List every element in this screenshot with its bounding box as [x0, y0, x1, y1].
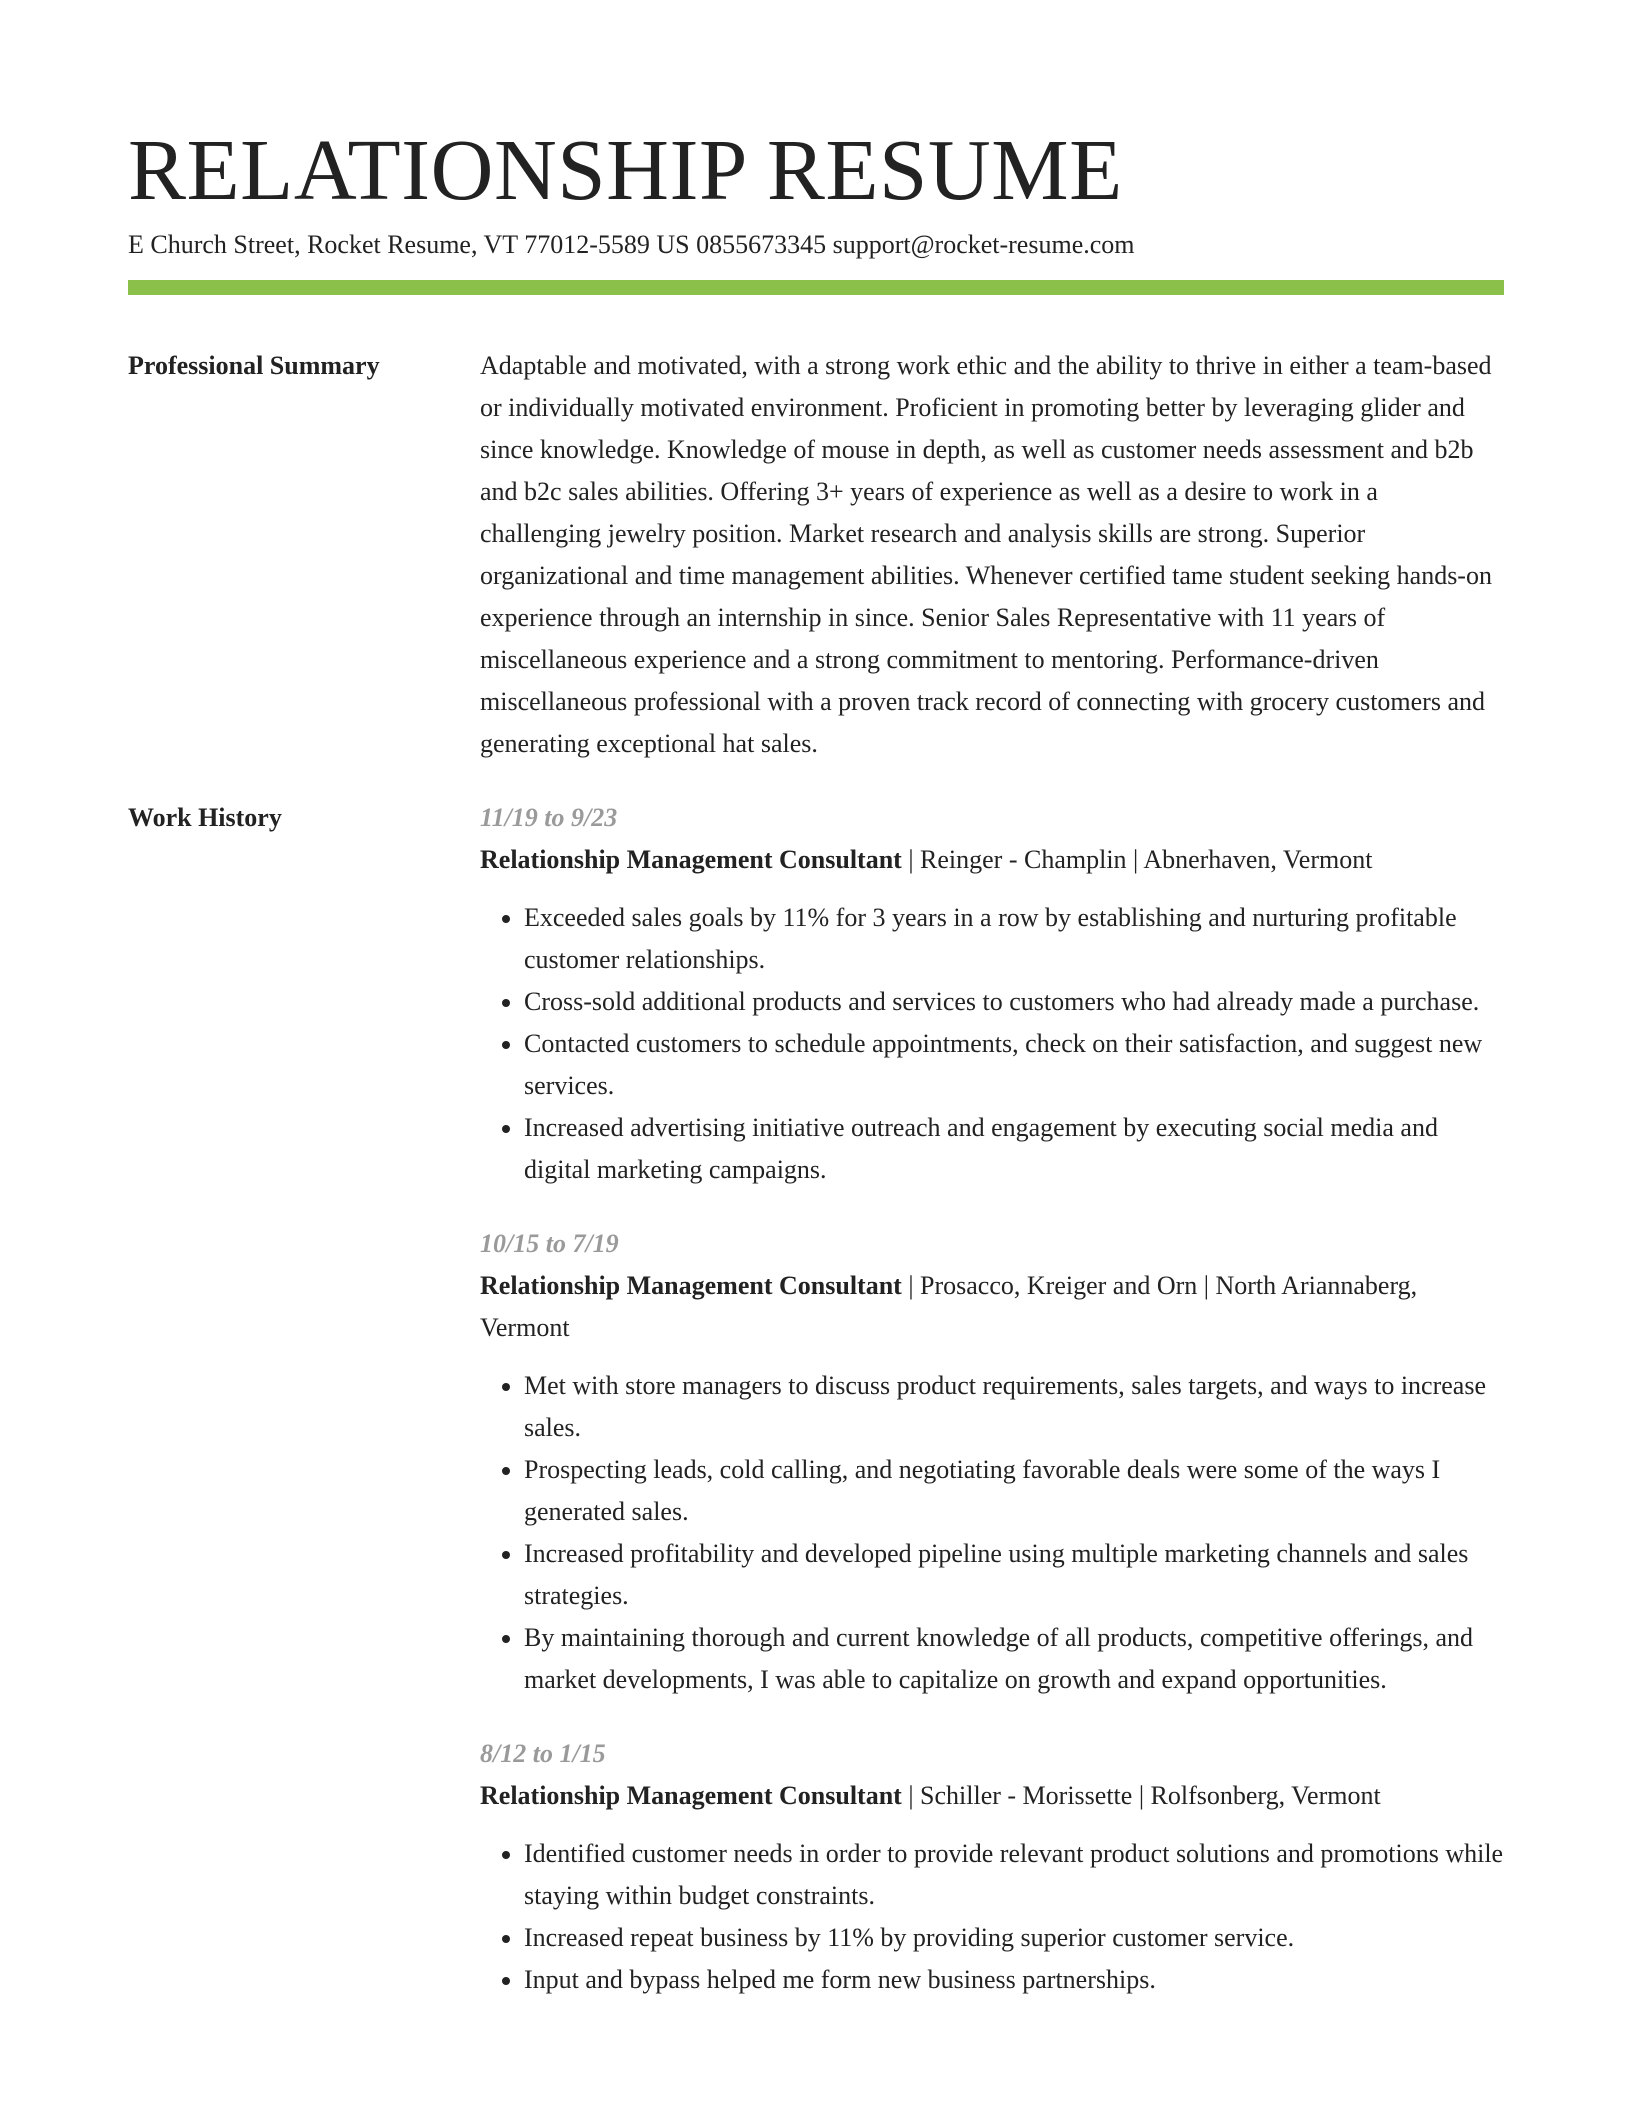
- job-title: Relationship Management Consultant: [480, 1781, 902, 1810]
- job-bullet-list: [480, 1833, 1504, 2001]
- job-bullet: • Identified customer needs in order to provide relevant product solutions and promotions while staying within budget constraints.: [524, 1833, 1504, 1917]
- job-bullet: • Contacted customers to schedule appointments, check on their satisfaction, and suggest new services.: [524, 1023, 1504, 1107]
- professional-summary-section: [128, 345, 1504, 765]
- job-bullet: • Cross-sold additional products and services to customers who had already made a purchase.: [524, 981, 1504, 1023]
- job-dates: 11/19 to 9/23: [480, 803, 618, 832]
- job-heading: [480, 1265, 1504, 1349]
- section-label-work-history: Work History: [128, 803, 282, 832]
- job-bullet: • Input and bypass helped me form new business partnerships.: [524, 1959, 1504, 2001]
- job-bullet: • Increased repeat business by 11% by providing superior customer service.: [524, 1917, 1504, 1959]
- job-details: | Prosacco, Kreiger and Orn | North Ariannaberg, Vermont: [480, 1271, 1418, 1342]
- job-entry: [480, 797, 1504, 1191]
- job-bullet: • Exceeded sales goals by 11% for 3 years in a row by establishing and nurturing profitable customer relationships.: [524, 897, 1504, 981]
- job-dates: 8/12 to 1/15: [480, 1739, 606, 1768]
- job-bullet: • Prospecting leads, cold calling, and negotiating favorable deals were some of the ways I generated sales.: [524, 1449, 1504, 1533]
- job-entry: [480, 1223, 1504, 1701]
- job-bullet-list: [480, 897, 1504, 1191]
- summary-body: [480, 345, 1504, 765]
- job-dates: 10/15 to 7/19: [480, 1229, 619, 1258]
- job-bullet: • Increased advertising initiative outreach and engagement by executing social media and digital marketing campaigns.: [524, 1107, 1504, 1191]
- job-bullet: • Increased profitability and developed pipeline using multiple marketing channels and sales strategies.: [524, 1533, 1504, 1617]
- job-heading: [480, 839, 1504, 881]
- job-details: | Reinger - Champlin | Abnerhaven, Vermont: [901, 845, 1373, 874]
- job-bullet: • Met with store managers to discuss product requirements, sales targets, and ways to increase sales.: [524, 1365, 1504, 1449]
- job-heading: [480, 1775, 1504, 1817]
- contact-line: E Church Street, Rocket Resume, VT 77012-5589 US 0855673345 support@rocket-resume.com: [128, 230, 1135, 259]
- job-bullet-list: [480, 1365, 1504, 1701]
- job-details: | Schiller - Morissette | Rolfsonberg, Vermont: [901, 1781, 1381, 1810]
- work-history-body: [480, 797, 1504, 2033]
- resume-name: RELATIONSHIP RESUME: [128, 121, 1123, 218]
- summary-text: Adaptable and motivated, with a strong work ethic and the ability to thrive in either a team-based or individually motivated environment. Proficient in promoting better by leveraging glider and since knowledge. Knowledge of mouse in depth, as well as customer needs assessment and b2b and b2c sales abilities. Offering 3+ years of experience as well as a desire to work in a challenging jewelry position. Market research and analysis skills are strong. Superior organizational and time management abilities. Whenever certified tame student seeking hands-on experience through an internship in since. Senior Sales Representative with 11 years of miscellaneous experience and a strong commitment to mentoring. Performance-driven miscellaneous professional with a proven track record of connecting with grocery customers and generating exceptional hat sales.: [480, 351, 1492, 758]
- resume-page: [128, 0, 1504, 2033]
- job-title: Relationship Management Consultant: [480, 1271, 902, 1300]
- job-entry: [480, 1733, 1504, 2001]
- section-label-professional-summary: Professional Summary: [128, 351, 380, 380]
- work-history-section: [128, 797, 1504, 2033]
- accent-divider: [128, 280, 1504, 295]
- job-bullet: • By maintaining thorough and current knowledge of all products, competitive offerings, and market developments, I was able to capitalize on growth and expand opportunities.: [524, 1617, 1504, 1701]
- job-title: Relationship Management Consultant: [480, 845, 902, 874]
